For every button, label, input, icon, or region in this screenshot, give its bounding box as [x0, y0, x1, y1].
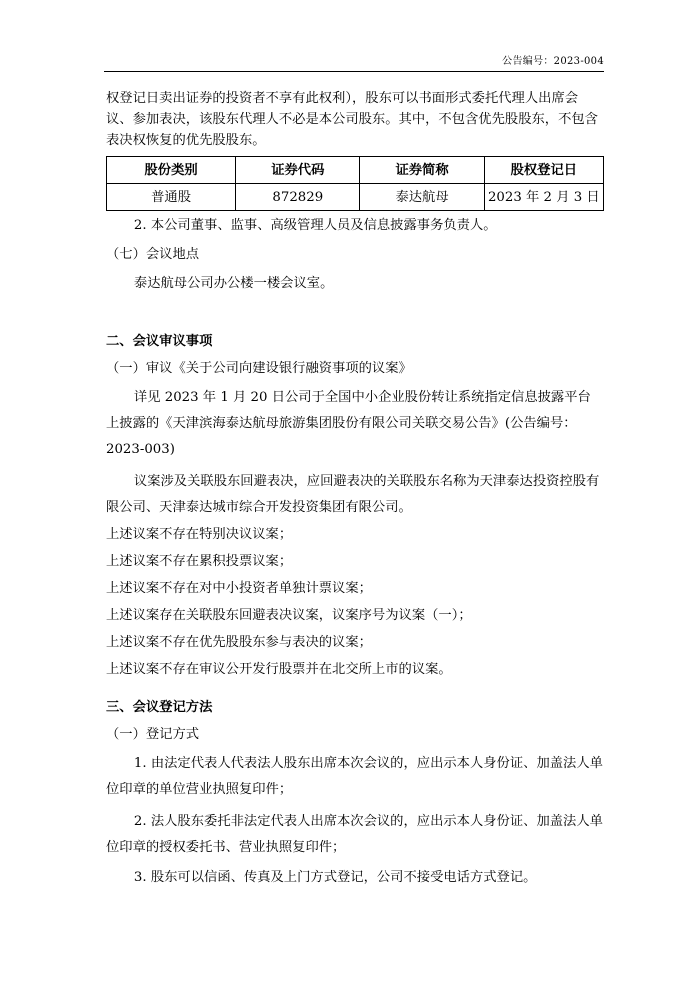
section-3-title: 三、会议登记方法	[106, 700, 213, 715]
registration-item-2: 2. 法人股东委托非法定代表人出席本次会议的，应出示本人身份证、加盖法人单位印章的授权委托书、营业执照复印件；	[106, 814, 603, 855]
table-header-cell: 股权登记日	[484, 157, 603, 184]
subsection-7-title: （七）会议地点	[106, 247, 200, 262]
registration-item-3: 3. 股东可以信函、传真及上门方式登记，公司不接受电话方式登记。	[133, 870, 537, 885]
section-2-item-1: （一）审议《关于公司向建设银行融资事项的议案》	[106, 361, 412, 376]
table-header-cell: 股份类别	[107, 157, 236, 184]
section-3-item-1: （一）登记方式	[106, 727, 200, 742]
header-divider	[104, 71, 604, 72]
statement-item: 上述议案不存在累积投票议案；	[106, 554, 293, 569]
table-cell: 2023 年 2 月 3 日	[484, 184, 603, 211]
statement-item: 上述议案存在关联股东回避表决议案，议案序号为议案（一）；	[106, 608, 472, 623]
section-2-paragraph-2: 议案涉及关联股东回避表决，应回避表决的关联股东名称为天津泰达投资控股有限公司、天津泰达城市综合开发投资集团有限公司。	[106, 474, 600, 515]
table-row	[107, 184, 604, 211]
paragraph-shareholder-rights: 权登记日卖出证券的投资者不享有此权利），股东可以书面形式委托代理人出席会议、参加表决，该股东代理人不必是本公司股东。其中，不包含优先股股东，不包含表决权恢复的优先股股东。	[106, 91, 598, 148]
shareholding-table	[106, 156, 604, 211]
section-2-paragraph-1: 详见 2023 年 1 月 20 日公司于全国中小企业股份转让系统指定信息披露平台上披露的《天津滨海泰达航母旅游集团股份有限公司关联交易公告》(公告编号：2023-003)	[106, 390, 591, 457]
statement-item: 上述议案不存在审议公开发行股票并在北交所上市的议案。	[106, 662, 452, 677]
meeting-location: 泰达航母公司办公楼一楼会议室。	[133, 276, 334, 291]
table-cell: 872829	[236, 184, 360, 211]
table-header-row	[107, 157, 604, 184]
statement-item: 上述议案不存在特别决议议案；	[106, 527, 293, 542]
statement-item: 上述议案不存在对中小投资者单独计票议案；	[106, 581, 372, 596]
table-cell: 泰达航母	[360, 184, 484, 211]
section-2-title: 二、会议审议事项	[106, 334, 213, 349]
table-header-cell: 证券代码	[236, 157, 360, 184]
item-2: 2. 本公司董事、监事、高级管理人员及信息披露事务负责人。	[133, 218, 497, 233]
statement-list	[106, 521, 604, 683]
table-header-cell: 证券简称	[360, 157, 484, 184]
document-body	[106, 88, 604, 888]
statement-item: 上述议案不存在优先股股东参与表决的议案；	[106, 635, 372, 650]
registration-item-1: 1. 由法定代表人代表法人股东出席本次会议的，应出示本人身份证、加盖法人单位印章的单位营业执照复印件；	[106, 756, 603, 797]
table-cell: 普通股	[107, 184, 236, 211]
announcement-number: 公告编号：2023-004	[502, 56, 604, 67]
